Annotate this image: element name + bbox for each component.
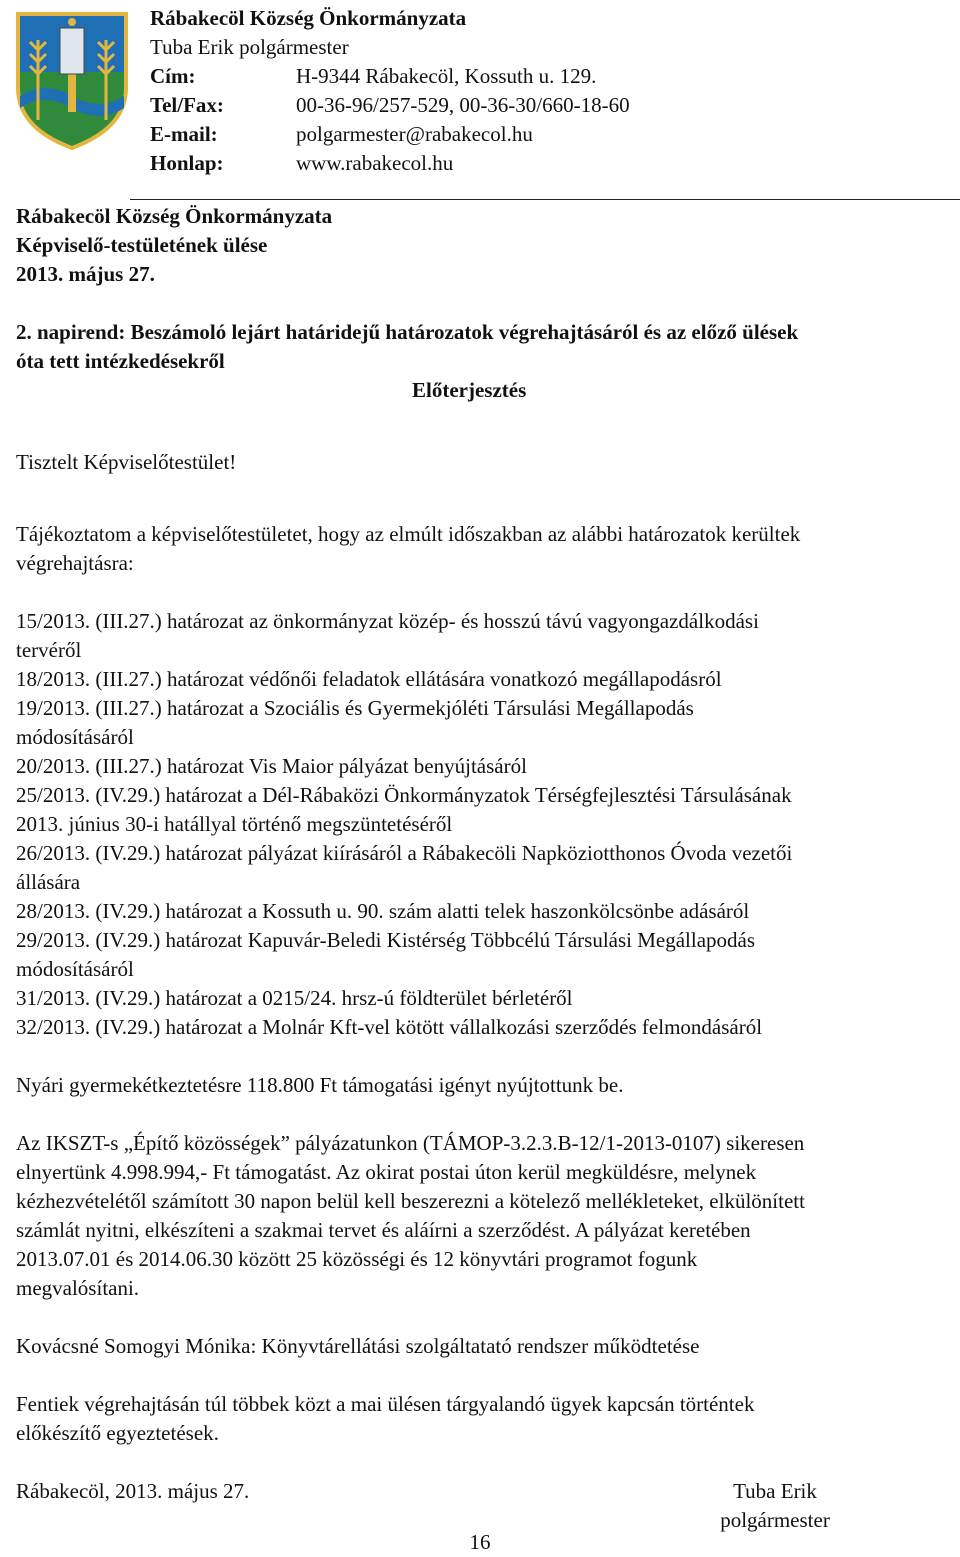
page-number: 16	[469, 1530, 491, 1554]
letterhead-org: Rábakecöl Község Önkormányzata	[150, 6, 467, 30]
list-item	[16, 607, 950, 665]
signatory	[670, 1477, 880, 1535]
address-value: H-9344 Rábakecöl, Kossuth u. 129.	[296, 64, 597, 88]
phone-label: Tel/Fax:	[150, 93, 224, 117]
paragraph-line: megvalósítani.	[16, 1276, 140, 1300]
list-item-line: 20/2013. (III.27.) határozat Vis Maior pályázat benyújtásáról	[16, 754, 527, 778]
list-item-line: 28/2013. (IV.29.) határozat a Kossuth u. 90. szám alatti telek haszonkölcsönbe adásáról	[16, 899, 750, 923]
list-item-line: módosításáról	[16, 957, 134, 981]
email-value[interactable]: polgarmester@rabakecol.hu	[296, 122, 533, 146]
list-item	[16, 897, 950, 926]
paragraph-library: Kovácsné Somogyi Mónika: Könyvtárellátási szolgáltatató rendszer működtetése	[16, 1334, 700, 1358]
website-value[interactable]: www.rabakecol.hu	[296, 151, 454, 175]
list-item	[16, 926, 950, 984]
list-item-line: 32/2013. (IV.29.) határozat a Molnár Kft-vel kötött vállalkozási szerződés felmondásáról	[16, 1015, 763, 1039]
letterhead	[150, 4, 950, 178]
paragraph-line: elnyertünk 4.998.994,- Ft támogatást. Az okirat postai úton kerül megküldésre, melynek	[16, 1160, 757, 1184]
meeting-body: Képviselő-testületének ülése	[16, 233, 268, 257]
paragraph-closing	[16, 1390, 950, 1448]
letterhead-email	[150, 120, 950, 149]
phone-value: 00-36-96/257-529, 00-36-30/660-18-60	[296, 93, 630, 117]
list-item-line: 29/2013. (IV.29.) határozat Kapuvár-Beledi Kistérség Többcélú Társulási Megállapodás	[16, 928, 756, 952]
meeting-org: Rábakecöl Község Önkormányzata	[16, 204, 333, 228]
list-item	[16, 839, 950, 897]
list-item-line: 18/2013. (III.27.) határozat védőnői feladatok ellátására vonatkozó megállapodásról	[16, 667, 722, 691]
list-item	[16, 781, 950, 839]
list-item	[16, 665, 950, 694]
paragraph-line: Fentiek végrehajtásán túl többek közt a mai ülésen tárgyalandó ügyek kapcsán történtek	[16, 1392, 755, 1416]
letterhead-phone	[150, 91, 950, 120]
email-label: E-mail:	[150, 122, 218, 146]
list-item-line: 25/2013. (IV.29.) határozat a Dél-Rábaközi Önkormányzatok Térségfejlesztési Társulásának	[16, 783, 792, 807]
list-item-line: 31/2013. (IV.29.) határozat a 0215/24. hrsz-ú földterület bérletéről	[16, 986, 573, 1010]
list-item	[16, 694, 950, 752]
website-label: Honlap:	[150, 151, 224, 175]
list-item-line: 2013. június 30-i hatállyal történő megszüntetéséről	[16, 812, 453, 836]
list-item	[16, 984, 950, 1013]
letterhead-address	[150, 62, 950, 91]
paragraph-line: Az IKSZT-s „Építő közösségek” pályázatunkon (TÁMOP-3.2.3.B-12/1-2013-0107) sikeresen	[16, 1131, 805, 1155]
paragraph-ikszt	[16, 1129, 950, 1303]
signatory-title: polgármester	[720, 1508, 830, 1532]
list-item-line: 26/2013. (IV.29.) határozat pályázat kiírásáról a Rábakecöli Napköziotthonos Óvoda vezetői	[16, 841, 793, 865]
list-item-line: 19/2013. (III.27.) határozat a Szociális és Gyermekjóléti Társulási Megállapodás	[16, 696, 694, 720]
signature-block	[16, 1477, 950, 1535]
paragraph-line: kézhezvételétől számított 30 napon belül kell beszerezni a kötelező mellékleteket, elkülönített	[16, 1189, 805, 1213]
signatory-name: Tuba Erik	[733, 1479, 817, 1503]
meeting-date: 2013. május 27.	[16, 262, 155, 286]
agenda-title-line2: óta tett intézkedésekről	[16, 349, 225, 373]
list-item-line: 15/2013. (III.27.) határozat az önkormányzat közép- és hosszú távú vagyongazdálkodási	[16, 609, 759, 633]
paragraph-line: 2013.07.01 és 2014.06.30 között 25 közösségi és 12 könyvtári programot fogunk	[16, 1247, 698, 1271]
list-item-line: állására	[16, 870, 81, 894]
header-divider	[130, 199, 960, 200]
intro-line1: Tájékoztatom a képviselőtestületet, hogy az elmúlt időszakban az alábbi határozatok kerültek	[16, 522, 801, 546]
intro-line2: végrehajtásra:	[16, 551, 134, 575]
paragraph-summer-meals: Nyári gyermekétkeztetésre 118.800 Ft támogatási igényt nyújtottunk be.	[16, 1073, 624, 1097]
agenda-title-line1: 2. napirend: Beszámoló lejárt határidejű határozatok végrehajtásáról és az előző ülések	[16, 320, 799, 344]
document-body	[16, 202, 950, 1535]
letterhead-website	[150, 149, 950, 178]
coat-of-arms-icon	[14, 10, 130, 152]
letterhead-person: Tuba Erik polgármester	[150, 35, 349, 59]
list-item-line: módosításáról	[16, 725, 134, 749]
salutation: Tisztelt Képviselőtestület!	[16, 450, 237, 474]
list-item	[16, 1013, 950, 1042]
list-item	[16, 752, 950, 781]
list-item-line: tervéről	[16, 638, 82, 662]
paragraph-line: számlát nyitni, elkészíteni a szakmai tervet és aláírni a szerződést. A pályázat keretében	[16, 1218, 751, 1242]
agenda-subtitle: Előterjesztés	[412, 378, 527, 402]
paragraph-line: előkészítő egyeztetések.	[16, 1421, 219, 1445]
resolution-list	[16, 607, 950, 1042]
place-date: Rábakecöl, 2013. május 27.	[16, 1479, 250, 1503]
address-label: Cím:	[150, 64, 196, 88]
